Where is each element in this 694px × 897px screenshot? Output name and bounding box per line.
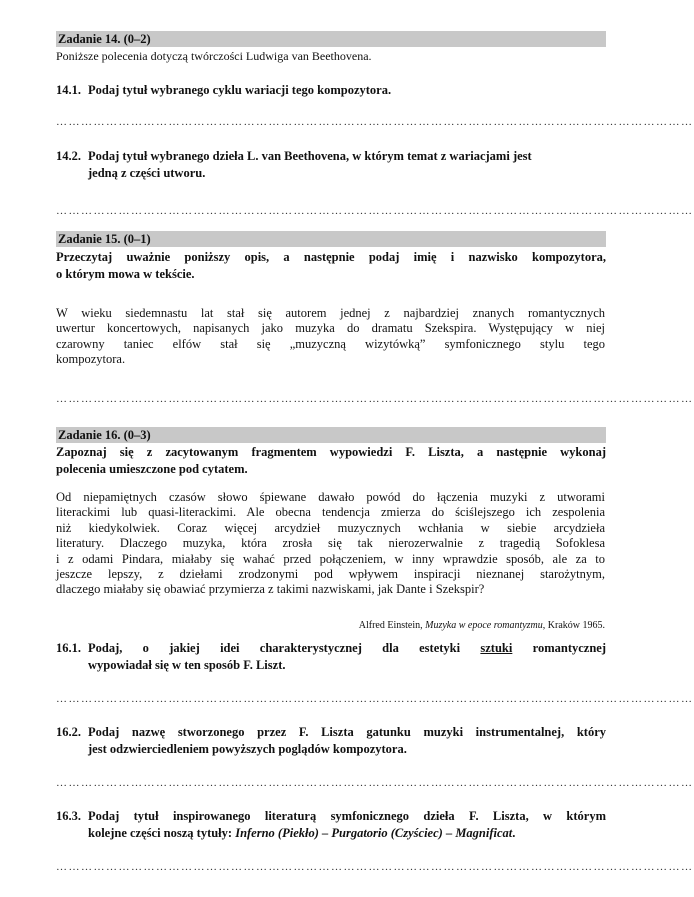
quote-line: literatury. Dlaczego muzyka, która zrosła się tak nierozerwalnie z tragedią Sofoklesa [56, 536, 605, 551]
quote-line: jeszcze lepszy, z dziełami zrodzonymi pod wpływem inspiracji nieznanej starożytnym, [56, 567, 605, 582]
passage-line: kompozytora. [56, 352, 126, 367]
quote-line: literackimi lub quasi-literackimi. Ale obecna tendencja zmierza do ściślejszego ich zespolenia [56, 505, 605, 520]
instruction-line1: Zapoznaj się z zacytowanym fragmentem wypowiedzi F. Liszta, a następnie wykonaj [56, 445, 606, 459]
quote-source [359, 620, 605, 632]
source-title: Muzyka w epoce romantyzmu [425, 620, 543, 631]
answer-line-14-1[interactable]: ……………………………………………………………………………………………………………………………………… [56, 116, 694, 128]
question-text-underlined: sztuki [480, 641, 513, 655]
answer-line-16-1[interactable]: ……………………………………………………………………………………………………………………………………… [56, 693, 694, 705]
passage-line: W wieku siedemnastu lat stał się autorem jednej z najbardziej znanych romantycznych [56, 306, 605, 320]
quote-line: dlaczego miałaby się obawiać przymierza z takimi nazwiskami, jak Dante i Szekspir? [56, 582, 485, 597]
task16-instruction [56, 444, 606, 478]
instruction-line2: o którym mowa w tekście. [56, 267, 195, 281]
quote-line: Od niepamiętnych czasów słowo śpiewane dawało powód do łączenia muzyki z utworami [56, 490, 605, 504]
question-number: 16.1. [56, 641, 81, 655]
task15-passage [56, 306, 605, 368]
passage-line: uwertur koncertowych, napisanych jako muzyka do dramatu Szekspira. Występujący w niej [56, 321, 605, 336]
answer-line-16-3[interactable]: ……………………………………………………………………………………………………………………………………… [56, 861, 694, 873]
question-number: 16.2. [56, 725, 81, 739]
question-text: Podaj tytuł wybranego cyklu wariacji tego kompozytora. [88, 83, 392, 97]
task16-quote [56, 490, 605, 598]
task14-header: Zadanie 14. (0–2) [58, 32, 151, 46]
answer-line-16-2[interactable]: ……………………………………………………………………………………………………………………………………… [56, 777, 694, 789]
question-text-line1: Podaj tytuł wybranego dzieła L. van Beethovena, w którym temat z wariacjami jest [88, 149, 532, 163]
source-author: Alfred Einstein, [358, 620, 426, 631]
question-text-line2: wypowiadał się w ten sposób F. Liszt. [88, 658, 286, 672]
task15-instruction [56, 249, 606, 283]
question-number: 14.2. [56, 149, 81, 163]
question-14-1 [56, 82, 606, 99]
question-text-line1: Podaj tytuł inspirowanego literaturą symfonicznego dzieła F. Liszta, w którym [88, 809, 606, 823]
question-text-a: Podaj, o jakiej idei charakterystycznej dla estetyki [88, 641, 481, 655]
question-16-3 [56, 808, 606, 842]
question-16-1 [56, 640, 606, 674]
question-text-line2: jedną z części utworu. [88, 166, 206, 180]
task16-header: Zadanie 16. (0–3) [58, 428, 151, 442]
answer-line-15[interactable]: ……………………………………………………………………………………………………………………………………… [56, 393, 694, 405]
quote-line: niż kiedykolwiek. Coraz więcej arcydzieł muzycznych wchłania w siebie arcydzieła [56, 520, 605, 535]
task15-header: Zadanie 15. (0–1) [58, 232, 151, 246]
question-number: 14.1. [56, 83, 81, 97]
instruction-line2: polecenia umieszczone pod cytatem. [56, 462, 248, 476]
question-text-a: kolejne części noszą tytuły: [88, 826, 236, 840]
question-number: 16.3. [56, 809, 81, 823]
source-place-year: , Kraków 1965. [542, 620, 605, 631]
passage-line: czarowny taniec elfów stał się „muzyczną wizytówką” symfonicznego stylu tego [56, 336, 605, 351]
answer-line-14-2[interactable]: ……………………………………………………………………………………………………………………………………… [56, 205, 694, 217]
question-text-italic: Inferno (Piekło) – Purgatorio (Czyściec) – Magnificat [235, 826, 513, 840]
quote-line: i z odami Pindara, miałaby się wahać przed połączeniem, w inny wprawdzie sposób, ale za to [56, 551, 605, 566]
question-text-line2: jest odzwierciedleniem powyższych poglądów kompozytora. [88, 742, 407, 756]
question-text-line1: Podaj nazwę stworzonego przez F. Liszta gatunku muzyki instrumentalnej, który [88, 725, 606, 739]
instruction-line1: Przeczytaj uważnie poniższy opis, a następnie podaj imię i nazwisko kompozytora, [56, 250, 606, 264]
question-16-2 [56, 724, 606, 758]
question-text-b: . [512, 826, 516, 840]
question-14-2 [56, 148, 606, 182]
question-text-b: romantycznej [512, 641, 606, 655]
task14-intro: Poniższe polecenia dotyczą twórczości Ludwiga van Beethovena. [56, 49, 372, 63]
